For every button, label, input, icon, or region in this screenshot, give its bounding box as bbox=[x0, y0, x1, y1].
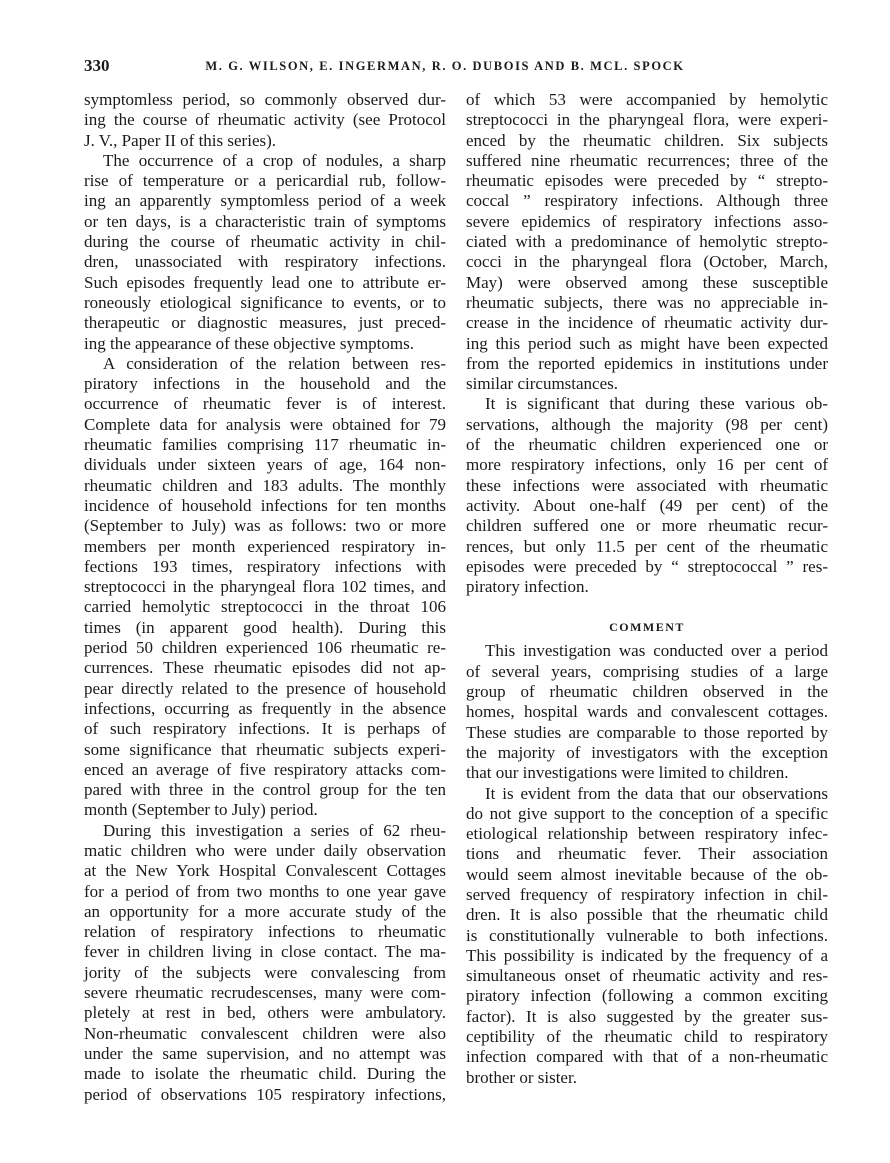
text-line: of several years, comprising studies of a large bbox=[466, 661, 828, 681]
text-line: pletely at rest in bed, others were ambulatory. bbox=[84, 1003, 446, 1023]
text-line: therapeutic or diagnostic measures, just preced- bbox=[84, 313, 446, 333]
text-line: severe epidemics of respiratory infections asso- bbox=[466, 211, 828, 231]
text-line: symptomless period, so commonly observed dur- bbox=[84, 90, 446, 109]
paragraph bbox=[84, 821, 446, 1105]
text-line: During this investigation a series of 62 rheu- bbox=[103, 820, 446, 840]
text-line: pared with three in the control group for the ten bbox=[84, 780, 446, 800]
text-line: an opportunity for a more accurate study of the bbox=[84, 901, 446, 921]
text-line: during the course of rheumatic activity in chil- bbox=[84, 232, 446, 252]
text-line: The occurrence of a crop of nodules, a sharp bbox=[103, 150, 446, 170]
text-line: enced an average of five respiratory attacks com- bbox=[84, 759, 446, 779]
paragraph bbox=[84, 151, 446, 354]
text-line: fever in children living in close contact. The ma- bbox=[84, 942, 446, 962]
text-line: jority of the subjects were convalescing from bbox=[84, 962, 446, 982]
text-line: rences, but only 11.5 per cent of the rheumatic bbox=[466, 536, 828, 556]
paragraph bbox=[466, 90, 828, 394]
text-line: factor). It is also suggested by the greater sus- bbox=[466, 1006, 828, 1026]
text-line: group of rheumatic children observed in the bbox=[466, 682, 828, 702]
paragraph bbox=[466, 784, 828, 1088]
right-column bbox=[466, 90, 828, 1088]
text-line: the majority of investigators with the exception bbox=[466, 742, 828, 762]
text-line: It is evident from the data that our observations bbox=[485, 783, 828, 803]
text-line: servations, although the majority (98 per cent) bbox=[466, 414, 828, 434]
text-line: A consideration of the relation between res- bbox=[103, 353, 446, 373]
text-line: rheumatic episodes were preceded by “ strepto- bbox=[466, 171, 828, 191]
text-line: do not give support to the conception of a specific bbox=[466, 803, 828, 823]
text-line: simultaneous onset of rheumatic activity and res- bbox=[466, 966, 828, 986]
text-line: rheumatic subjects, there was no appreciable in- bbox=[466, 292, 828, 312]
text-line: from the reported epidemics in institutions under bbox=[466, 353, 828, 373]
text-line: These studies are comparable to those reported by bbox=[466, 722, 828, 742]
text-line: served frequency of respiratory infection in chil- bbox=[466, 884, 828, 904]
text-line: or ten days, is a characteristic train of symptoms bbox=[84, 211, 446, 231]
text-line: carried hemolytic streptococci in the throat 106 bbox=[84, 597, 446, 617]
section-heading-comment: COMMENT bbox=[609, 620, 685, 635]
text-line: severe rheumatic recrudescenses, many were com- bbox=[84, 983, 446, 1003]
text-line: rheumatic families comprising 117 rheumatic in- bbox=[84, 435, 446, 455]
text-line: rise of temperature or a pericardial rub, follow- bbox=[84, 171, 446, 191]
text-line: would seem almost inevitable because of the ob- bbox=[466, 864, 828, 884]
text-line: Such episodes frequently lead one to attribute er- bbox=[84, 272, 446, 292]
text-line: ing the appearance of these objective symptoms. bbox=[84, 333, 414, 353]
text-line: occurrence of rheumatic fever is of interest. bbox=[84, 394, 446, 414]
text-line: month (September to July) period. bbox=[84, 800, 318, 820]
text-line: J. V., Paper II of this series). bbox=[84, 130, 277, 150]
text-line: of which 53 were accompanied by hemolytic bbox=[466, 90, 828, 109]
text-line: pear directly related to the presence of household bbox=[84, 678, 446, 698]
text-line: suffered nine rheumatic recurrences; three of the bbox=[466, 150, 828, 170]
text-line: coccal ” respiratory infections. Although three bbox=[466, 191, 828, 211]
text-line: This investigation was conducted over a period bbox=[485, 641, 828, 661]
text-line: times (in apparent good health). During this bbox=[84, 617, 446, 637]
text-line: period 50 children experienced 106 rheumatic re- bbox=[84, 638, 446, 658]
text-line: streptococci in the pharyngeal flora 102 times, and bbox=[84, 577, 446, 597]
text-line: some significance that rheumatic subjects experi- bbox=[84, 739, 446, 759]
paragraph bbox=[466, 394, 828, 597]
text-line: dividuals under sixteen years of age, 164 non- bbox=[84, 455, 446, 475]
left-column bbox=[84, 90, 446, 1105]
text-line: relation of respiratory infections to rheumatic bbox=[84, 922, 446, 942]
text-line: Complete data for analysis were obtained for 79 bbox=[84, 414, 446, 434]
text-line: matic children who were under daily observation bbox=[84, 840, 446, 860]
text-line: brother or sister. bbox=[466, 1067, 577, 1087]
text-line: episodes were preceded by “ streptococcal ” res- bbox=[466, 556, 828, 576]
text-line: ciated with a predominance of hemolytic strepto- bbox=[466, 232, 828, 252]
text-line: streptococci in the pharyngeal flora, were experi- bbox=[466, 110, 828, 130]
text-line: of the rheumatic children experienced one or bbox=[466, 435, 828, 455]
text-line: members per month experienced respiratory in- bbox=[84, 536, 446, 556]
text-line: children suffered one or more rheumatic recur- bbox=[466, 516, 828, 536]
text-line: ing the course of rheumatic activity (see Protocol bbox=[84, 110, 446, 130]
text-line: currences. These rheumatic episodes did not ap- bbox=[84, 658, 446, 678]
text-line: activity. About one-half (49 per cent) of the bbox=[466, 495, 828, 515]
running-head: M. G. WILSON, E. INGERMAN, R. O. DUBOIS AND B. MCL. SPOCK bbox=[205, 59, 685, 73]
text-line: ing an apparently symptomless period of a week bbox=[84, 191, 446, 211]
text-line: piratory infection. bbox=[466, 577, 589, 597]
text-line: roneously etiological significance to events, or to bbox=[84, 292, 446, 312]
text-line: May) were observed among these susceptible bbox=[466, 272, 828, 292]
text-line: piratory infections in the household and the bbox=[84, 374, 446, 394]
text-line: under the same supervision, and no attempt was bbox=[84, 1043, 446, 1063]
text-line: infection compared with that of a non-rheumatic bbox=[466, 1047, 828, 1067]
text-line: Non-rheumatic convalescent children were also bbox=[84, 1023, 446, 1043]
text-line: period of observations 105 respiratory infections, bbox=[84, 1084, 446, 1104]
text-line: It is significant that during these various ob- bbox=[485, 394, 828, 414]
paragraph bbox=[84, 90, 446, 151]
text-line: ceptibility of the rheumatic child to respiratory bbox=[466, 1027, 828, 1047]
text-line: (September to July) was as follows: two or more bbox=[84, 516, 446, 536]
text-line: enced by the rheumatic children. Six subjects bbox=[466, 130, 828, 150]
text-line: tions and rheumatic fever. Their association bbox=[466, 844, 828, 864]
text-line: dren, unassociated with respiratory infections. bbox=[84, 252, 446, 272]
paragraph bbox=[466, 641, 828, 783]
text-line: at the New York Hospital Convalescent Cottages bbox=[84, 861, 446, 881]
page-number: 330 bbox=[84, 56, 110, 75]
text-line: This possibility is indicated by the frequency of a bbox=[466, 945, 828, 965]
text-line: similar circumstances. bbox=[466, 374, 619, 394]
text-line: etiological relationship between respiratory infec- bbox=[466, 824, 828, 844]
text-line: homes, hospital wards and convalescent cottages. bbox=[466, 702, 828, 722]
text-line: that our investigations were limited to children. bbox=[466, 763, 789, 783]
text-line: of such respiratory infections. It is perhaps of bbox=[84, 719, 446, 739]
text-line: crease in the incidence of rheumatic activity dur- bbox=[466, 313, 828, 333]
text-line: more respiratory infections, only 16 per cent of bbox=[466, 455, 828, 475]
text-line: infections, occurring as frequently in the absence bbox=[84, 698, 446, 718]
text-line: for a period of from two months to one year gave bbox=[84, 881, 446, 901]
text-line: fections 193 times, respiratory infections with bbox=[84, 556, 446, 576]
text-line: ing this period such as might have been expected bbox=[466, 333, 828, 353]
text-line: these infections were associated with rheumatic bbox=[466, 475, 828, 495]
text-line: made to isolate the rheumatic child. During the bbox=[84, 1064, 446, 1084]
text-line: incidence of household infections for ten months bbox=[84, 495, 446, 515]
text-line: cocci in the pharyngeal flora (October, March, bbox=[466, 252, 828, 272]
text-line: rheumatic children and 183 adults. The monthly bbox=[84, 475, 446, 495]
text-line: is constitutionally vulnerable to both infections. bbox=[466, 925, 828, 945]
text-line: piratory infection (following a common exciting bbox=[466, 986, 828, 1006]
text-line: dren. It is also possible that the rheumatic child bbox=[466, 905, 828, 925]
paragraph bbox=[84, 354, 446, 821]
